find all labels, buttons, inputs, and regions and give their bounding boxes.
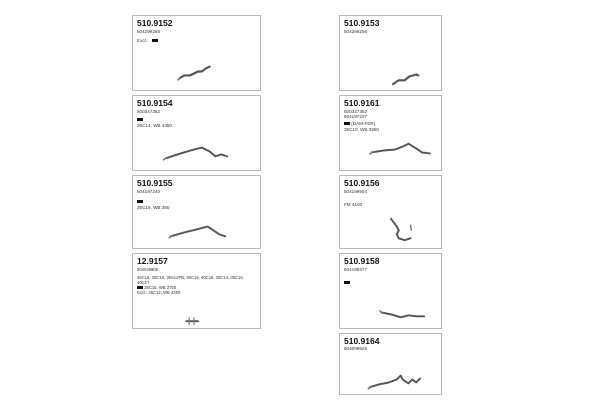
part-application: 40C17	[137, 280, 150, 285]
part-application: 35C14, WB 4350	[137, 123, 172, 128]
part-reference: 504049806	[137, 267, 158, 272]
part-manufacturer-label: (DAM-FER)	[351, 121, 376, 126]
part-reference: 504299256	[344, 29, 367, 34]
part-number: 510.9154	[137, 98, 173, 108]
exhaust-pipe-drawing	[133, 254, 260, 328]
part-application-text: 35C15, WB 3750	[144, 285, 177, 290]
part-number: 510.9161	[344, 98, 380, 108]
part-application: 35C15, WB 350	[137, 205, 170, 210]
exhaust-pipe-drawing	[340, 16, 441, 90]
exhaust-pipe-drawing	[133, 96, 260, 170]
part-card[interactable]	[132, 175, 261, 249]
exhaust-pipe-drawing	[340, 334, 441, 394]
part-reference: 504199377	[344, 267, 367, 272]
part-card[interactable]	[339, 15, 442, 91]
part-reference: 504199904	[344, 189, 367, 194]
exhaust-pipe-drawing	[133, 16, 260, 90]
part-application: 35C15, 35C18, 35S12PB, 40C15, 40C18, 35C14, 35C15,	[137, 275, 244, 280]
exhaust-pipe-drawing	[133, 176, 260, 248]
part-card[interactable]	[132, 253, 261, 329]
part-reference: 504197240	[137, 189, 160, 194]
part-exclusion: Excl.: 35C14, WB 4350	[137, 290, 181, 295]
part-exclusion-label: Excl.:	[137, 38, 149, 43]
part-number: 510.9152	[137, 18, 173, 28]
part-card[interactable]	[132, 95, 261, 171]
part-reference: 504197227	[344, 114, 367, 119]
part-reference: 500347352	[137, 109, 160, 114]
exhaust-pipe-drawing	[340, 96, 441, 170]
exhaust-pipe-drawing	[340, 176, 441, 248]
part-card[interactable]	[339, 333, 442, 395]
part-number: 12.9157	[137, 256, 168, 266]
part-number: 510.9156	[344, 178, 380, 188]
part-number: 510.9164	[344, 336, 380, 346]
part-reference: 500347352	[344, 109, 367, 114]
part-reference: 504099926	[344, 346, 367, 351]
part-number: 510.9158	[344, 256, 380, 266]
part-number: 510.9153	[344, 18, 380, 28]
exhaust-pipe-drawing	[340, 254, 441, 328]
part-card[interactable]	[339, 175, 442, 249]
part-application: 35C10, WB 3950	[344, 127, 379, 132]
part-card[interactable]	[339, 253, 442, 329]
part-application: FM 4100	[344, 202, 363, 207]
part-reference: 504299255	[137, 29, 160, 34]
part-card[interactable]	[132, 15, 261, 91]
part-card[interactable]	[339, 95, 442, 171]
part-number: 510.9155	[137, 178, 173, 188]
